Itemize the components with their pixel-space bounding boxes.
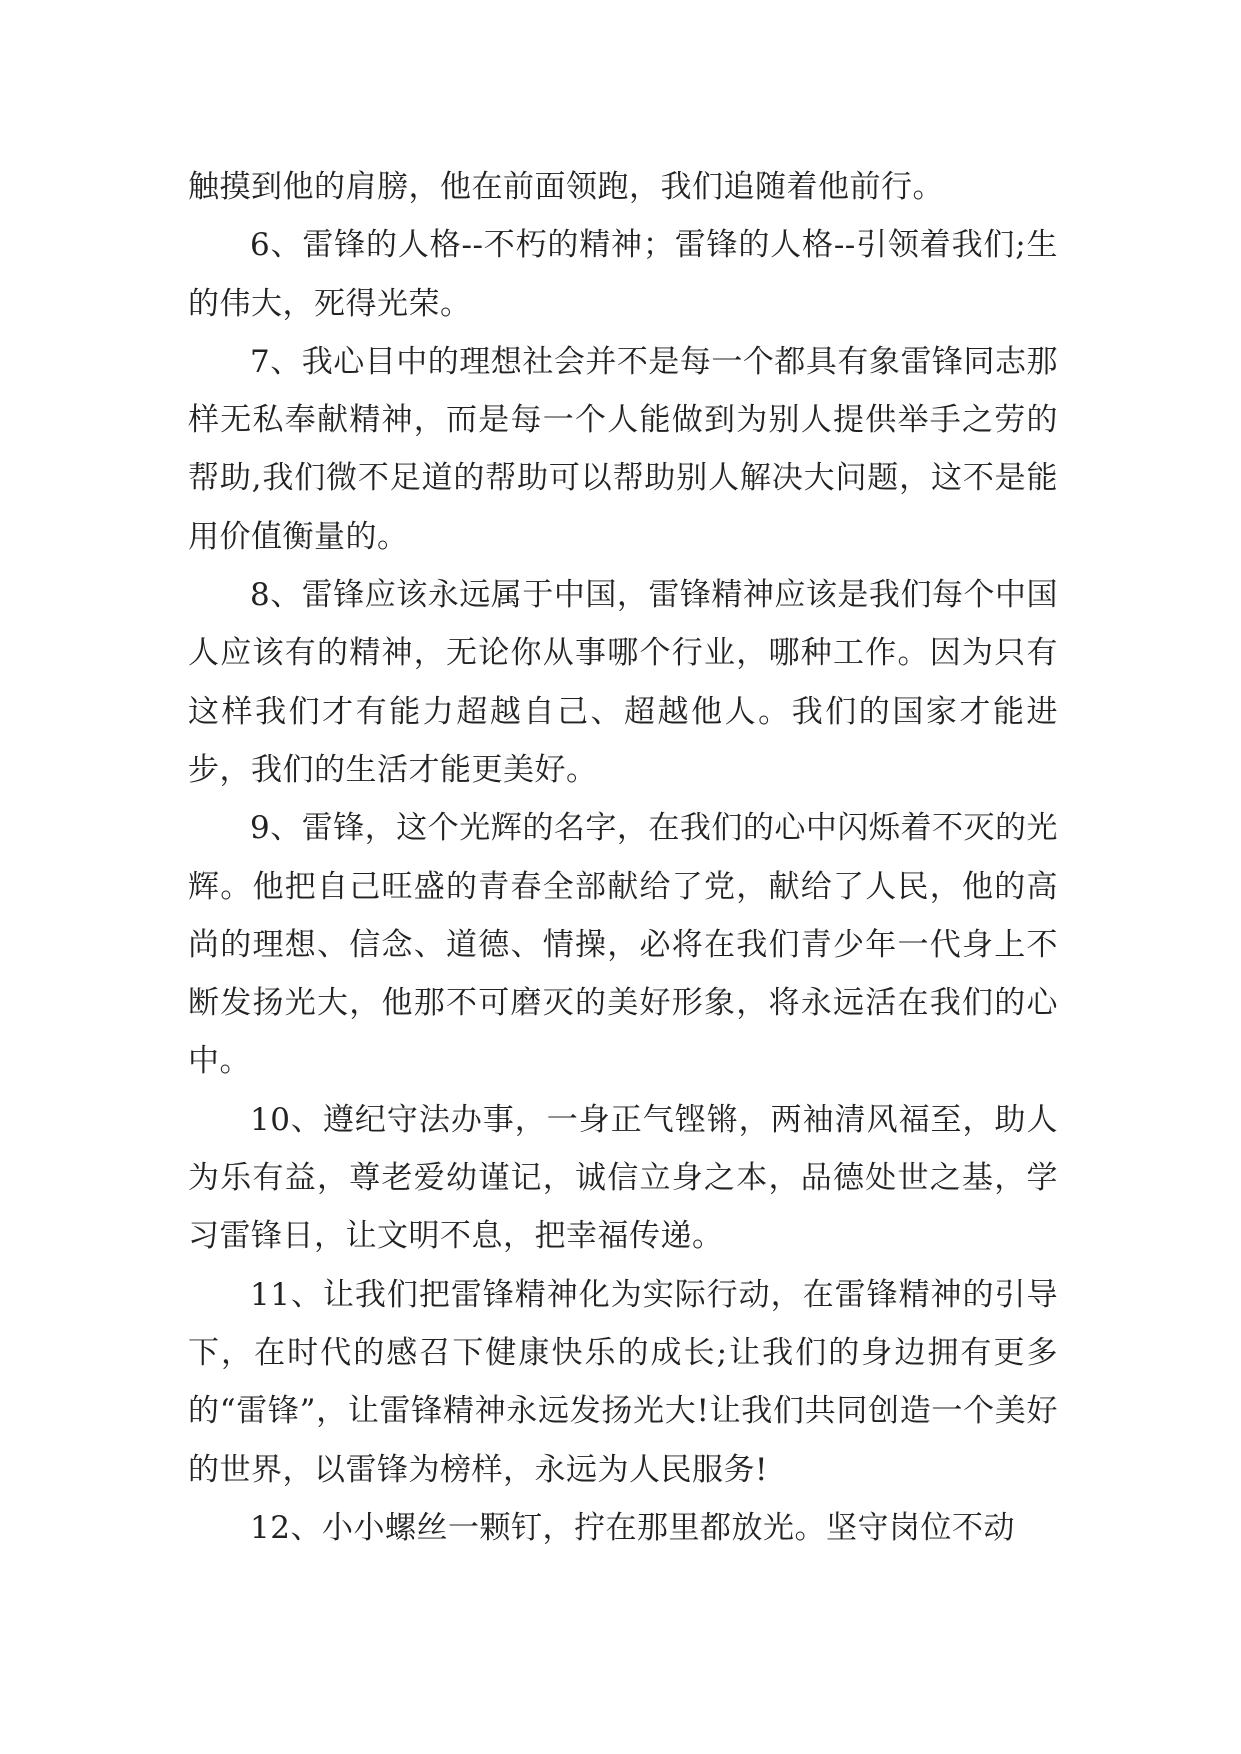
paragraph-continuation: 触摸到他的肩膀，他在前面领跑，我们追随着他前行。	[188, 169, 944, 205]
paragraph-item-8: 8、雷锋应该永远属于中国，雷锋精神应该是我们每个中国人应该有的精神，无论你从事哪个行业，哪种工作。因为只有这样我们才有能力超越自己、超越他人。我们的国家才能进步，我们的生活才能更美好。	[188, 577, 1058, 788]
paragraph-item-7: 7、我心目中的理想社会并不是每一个都具有象雷锋同志那样无私奉献精神，而是每一个人能做到为别人提供举手之劳的帮助,我们微不足道的帮助可以帮助别人解决大问题，这不是能用价值衡量的。	[188, 343, 1058, 555]
paragraph-item-9: 9、雷锋，这个光辉的名字，在我们的心中闪烁着不灭的光辉。他把自己旺盛的青春全部献给了党，献给了人民，他的高尚的理想、信念、道德、情操，必将在我们青少年一代身上不断发扬光大，他那不可磨灭的美好形象，将永远活在我们的心中。	[188, 810, 1058, 1080]
paragraph-item-11: 11、让我们把雷锋精神化为实际行动，在雷锋精神的引导下，在时代的感召下健康快乐的成长;让我们的身边拥有更多的“雷锋”，让雷锋精神永远发扬光大!让我们共同创造一个美好的世界，以雷锋为榜样，永远为人民服务!	[188, 1276, 1058, 1488]
paragraph-item-10: 10、遵纪守法办事，一身正气铿锵，两袖清风福至，助人为乐有益，尊老爱幼谨记，诚信立身之本，品德处世之基，学习雷锋日，让文明不息，把幸福传递。	[188, 1101, 1058, 1255]
paragraph-item-6: 6、雷锋的人格--不朽的精神；雷锋的人格--引领着我们;生的伟大，死得光荣。	[188, 227, 1058, 322]
body-text	[188, 158, 1058, 1557]
paragraph-item-12: 12、小小螺丝一颗钉，拧在那里都放光。坚守岗位不动	[250, 1509, 1015, 1546]
